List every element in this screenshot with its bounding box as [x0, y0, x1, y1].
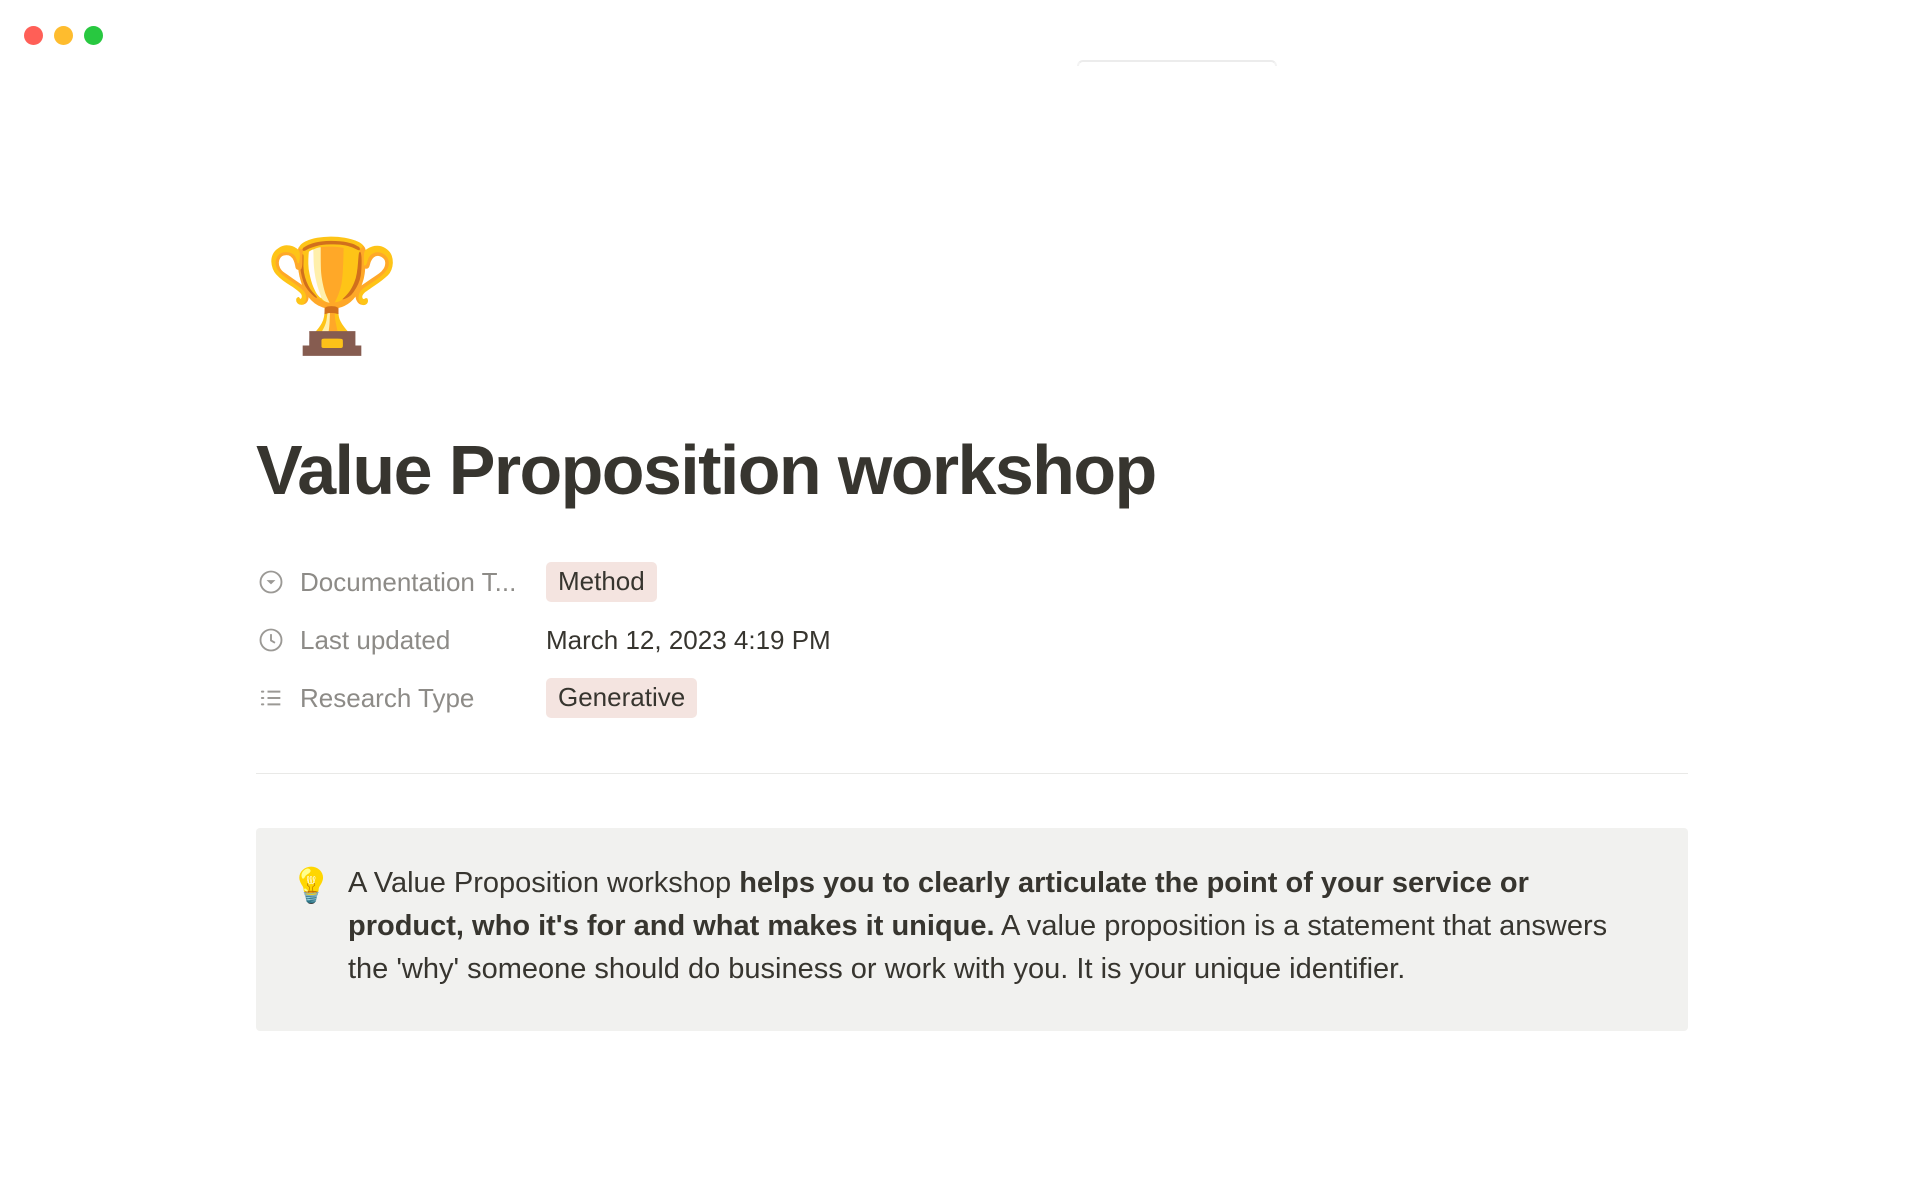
property-label-research-type — [256, 683, 546, 714]
page-title[interactable]: Value Proposition workshop — [256, 431, 1156, 509]
traffic-lights — [24, 26, 103, 45]
property-name-text: Research Type — [300, 682, 475, 713]
status-badge[interactable]: Method — [546, 562, 657, 602]
callout-block[interactable] — [256, 828, 1688, 1031]
property-value-research-type[interactable] — [546, 678, 697, 718]
property-row-documentation-type[interactable] — [256, 553, 1688, 611]
property-value-documentation-type[interactable] — [546, 562, 657, 602]
property-name-text: Last updated — [300, 624, 451, 655]
window-titlebar — [0, 0, 1920, 72]
status-badge[interactable]: Generative — [546, 678, 697, 718]
callout-bold-text: helps you to clearly articulate the point of your service or product, who it's for and what makes it unique. — [348, 867, 1529, 942]
property-name-text: Documentation T... — [300, 566, 517, 597]
clock-icon — [256, 625, 286, 655]
page-content — [256, 72, 1688, 1031]
page-properties — [256, 553, 1688, 727]
lightbulb-icon: 💡 — [290, 867, 333, 905]
minimize-window-button[interactable] — [54, 26, 73, 45]
callout-lead-text: A Value Proposition workshop — [348, 867, 740, 899]
close-window-button[interactable] — [24, 26, 43, 45]
browser-tab-stub[interactable] — [1077, 60, 1277, 66]
callout-text — [348, 862, 1648, 991]
property-label-documentation-type — [256, 567, 546, 598]
list-icon — [256, 683, 286, 713]
property-label-last-updated — [256, 625, 546, 656]
page-icon-emoji[interactable]: 🏆 — [264, 235, 401, 358]
callout-tail-text: A value proposition is a statement that answers the 'why' someone should do business or work with you. It is your unique identifier. — [348, 909, 1608, 985]
property-value-last-updated[interactable]: March 12, 2023 4:19 PM — [546, 624, 831, 655]
section-divider — [256, 773, 1688, 774]
property-row-research-type[interactable] — [256, 669, 1688, 727]
document-page — [0, 72, 1920, 1200]
chevron-down-circle-icon — [256, 567, 286, 597]
property-row-last-updated[interactable] — [256, 611, 1688, 669]
zoom-window-button[interactable] — [84, 26, 103, 45]
